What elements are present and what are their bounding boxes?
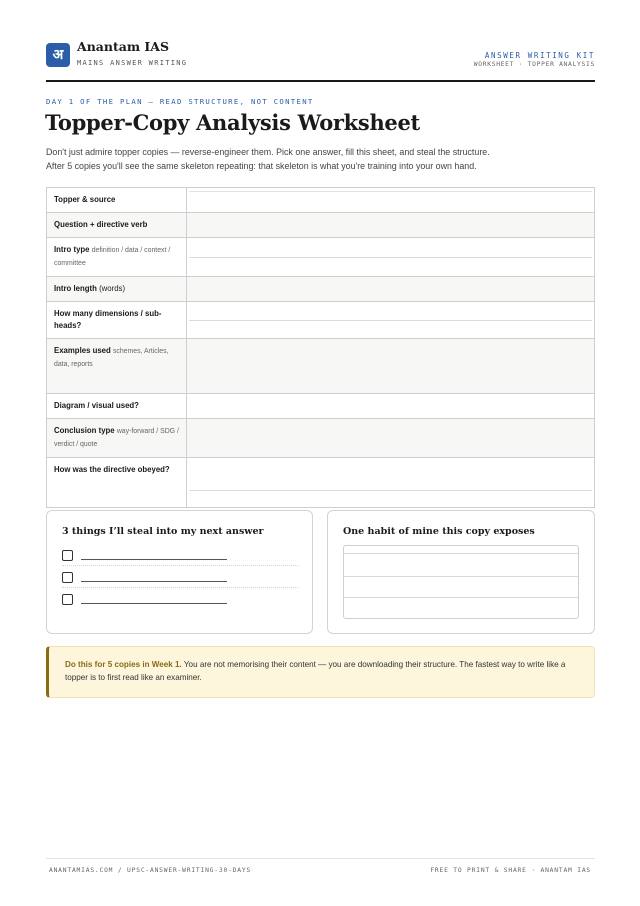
row-label [47, 339, 187, 394]
write-in-blank[interactable] [81, 581, 227, 582]
footer-divider [46, 858, 595, 859]
worksheet-row [47, 339, 595, 394]
row-label [47, 458, 187, 508]
worksheet-row [47, 394, 595, 419]
field-rule [189, 320, 592, 321]
callout-emphasis: Do this for 5 copies in Week 1. [65, 660, 182, 669]
row-label-text: Question + directive verb [54, 220, 148, 229]
analysis-worksheet-table [46, 187, 595, 508]
row-label-text: Conclusion type [54, 426, 115, 435]
write-in-blank[interactable] [81, 559, 227, 560]
row-hint-text: way-forward / SDG / verdict / quote [54, 428, 179, 448]
answer-field-topper-source[interactable] [187, 188, 595, 213]
field-rule [189, 257, 592, 258]
answer-field-directive[interactable] [187, 458, 595, 508]
row-label-text: How many dimensions / sub-heads? [54, 309, 162, 330]
footer-url: ANANTAMIAS.COM / UPSC-ANSWER-WRITING-30-DAYS [49, 867, 252, 874]
checkbox[interactable] [62, 594, 73, 605]
checkbox[interactable] [62, 550, 73, 561]
intro-line-1: Don't just admire topper copies — reverse-engineer them. Pick one answer, fill this sheet, and steal the structure. [46, 147, 490, 157]
habit-rule [344, 553, 578, 554]
row-hint-text: (words) [99, 284, 126, 293]
habit-answer-box[interactable] [343, 545, 579, 619]
intro-text [46, 145, 601, 173]
row-hint-text: definition / data / context / committee [54, 247, 171, 267]
worksheet-row [47, 458, 595, 508]
worksheet-row [47, 277, 595, 302]
tip-callout [46, 646, 595, 698]
row-label [47, 419, 187, 458]
page-header [46, 39, 595, 82]
row-label-text: Diagram / visual used? [54, 401, 139, 410]
row-label-text: Topper & source [54, 195, 116, 204]
eyebrow-label: DAY 1 OF THE PLAN — READ STRUCTURE, NOT CONTENT [46, 97, 314, 106]
answer-field-conclusion[interactable] [187, 419, 595, 458]
field-rule [189, 191, 592, 192]
row-label-text: How was the directive obeyed? [54, 465, 170, 474]
answer-field-diagram[interactable] [187, 394, 595, 419]
field-rule [189, 490, 592, 491]
row-label [47, 277, 187, 302]
habit-rule [344, 576, 578, 577]
steal-item [62, 592, 298, 610]
row-label [47, 394, 187, 419]
write-in-blank[interactable] [81, 603, 227, 604]
row-label [47, 213, 187, 238]
answer-field-intro-type[interactable] [187, 238, 595, 277]
worksheet-row [47, 238, 595, 277]
answer-field-examples[interactable] [187, 339, 595, 394]
answer-field-intro-length[interactable] [187, 277, 595, 302]
row-label [47, 302, 187, 339]
habit-rule [344, 597, 578, 598]
steal-item [62, 548, 298, 566]
row-label [47, 188, 187, 213]
brand-name: Anantam IAS [77, 39, 169, 54]
worksheet-row [47, 419, 595, 458]
worksheet-row [47, 302, 595, 339]
brand-tagline: MAINS ANSWER WRITING [77, 59, 188, 67]
kit-subtitle: WORKSHEET · TOPPER ANALYSIS [473, 61, 595, 68]
steal-item [62, 570, 298, 588]
kit-title: ANSWER WRITING KIT [484, 51, 595, 60]
steal-card-title: 3 things I’ll steal into my next answer [62, 526, 264, 537]
habit-card [327, 510, 595, 634]
worksheet-row [47, 213, 595, 238]
row-hint-text: schemes, Articles, data, reports [54, 348, 169, 368]
intro-line-2: After 5 copies you'll see the same skeleton repeating: that skeleton is what you're training into your own hand. [46, 161, 477, 171]
footer-credit: FREE TO PRINT & SHARE · ANANTAM IAS [430, 867, 591, 874]
answer-field-dimensions[interactable] [187, 302, 595, 339]
row-label-text: Intro length [54, 284, 97, 293]
row-label [47, 238, 187, 277]
brand-logo: अ [46, 43, 70, 67]
worksheet-row [47, 188, 595, 213]
row-label-text: Intro type [54, 245, 90, 254]
checkbox[interactable] [62, 572, 73, 583]
row-label-text: Examples used [54, 346, 111, 355]
callout-text: You are not memorising their content — you are downloading their structure. The fastest way to write like a topper is to first read like an examiner. [65, 660, 566, 682]
page-title: Topper-Copy Analysis Worksheet [45, 110, 420, 135]
answer-field-question[interactable] [187, 213, 595, 238]
steal-card [46, 510, 313, 634]
habit-card-title: One habit of mine this copy exposes [343, 526, 535, 537]
